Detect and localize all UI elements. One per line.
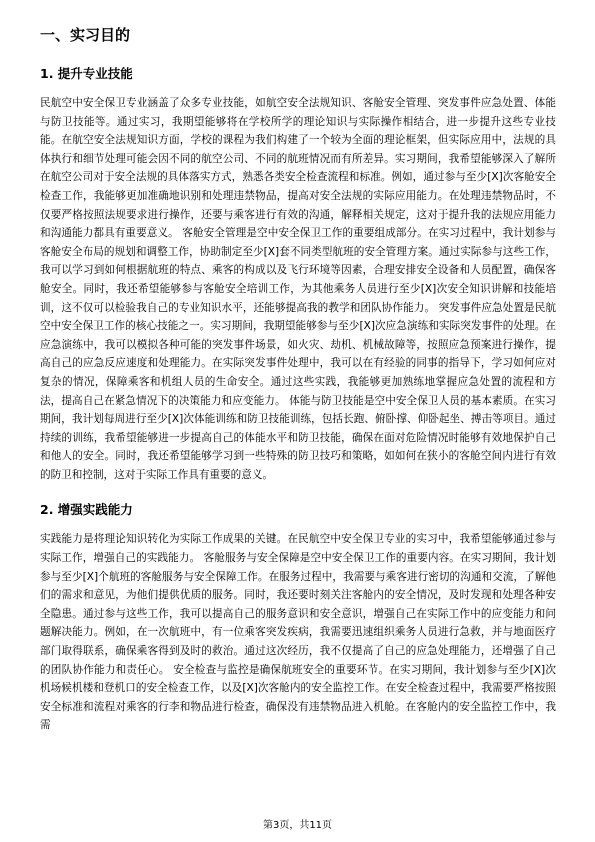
page-content <box>40 26 556 735</box>
page-footer: 第3页，共11页 <box>262 820 333 831</box>
paragraph-2: 实践能力是将理论知识转化为实际工作成果的关键。在民航空中安全保卫专业的实习中，我希望能够通过参与实际工作，增强自己的实践能力。 客舱服务与安全保障是空中安全保卫工作的重要内容。在实习期间，我计划参与至少[X]个航班的客舱服务与安全保障工作。在服务过程中，我需要与乘客进行密切的沟通和交流，了解他们的需求和意见，为他们提供优质的服务。同时，我还要时刻关注客舱内的安全情况，及时发现和处理各种安全隐患。通过参与这些工作，我可以提高自己的服务意识和安全意识，增强自己在实际工作中的应变能力和问题解决能力。例如，在一次航班中，有一位乘客突发疾病，我需要迅速组织乘务人员进行急救，并与地面医疗部门取得联系，确保乘客得到及时的救治。通过这次经历，我不仅提高了自己的应急处理能力，还增强了自己的团队协作能力和责任心。 安全检查与监控是确保航班安全的重要环节。在实习期间，我计划参与至少[X]次机场候机楼和登机口的安全检查工作，以及[X]次客舱内的安全监控工作。在安全检查过程中，我需要严格按照安全标准和流程对乘客的行李和物品进行检查，确保没有违禁物品进入机舱。在客舱内的安全监控工作中，我需 <box>40 533 556 732</box>
paragraph-1: 民航空中安全保卫专业涵盖了众多专业技能，如航空安全法规知识、客舱安全管理、突发事件应急处置、体能与防卫技能等。通过实习，我期望能够将在学校所学的理论知识与实际操作相结合，进一步提升这些专业技能。在航空安全法规知识方面，学校的课程为我们构建了一个较为全面的理论框架，但实际应用中，法规的具体执行和细节处理可能会因不同的航空公司、不同的航班情况而有所差异。实习期间，我希望能够深入了解所在航空公司对于安全法规的具体落实方式，熟悉各类安全检查流程和标准。例如，通过参与至少[X]次客舱安全检查工作，我能够更加准确地识别和处理违禁物品，提高对安全法规的实际应用能力。在处理违禁物品时，不仅要严格按照法规要求进行操作，还要与乘客进行有效的沟通，解释相关规定，这对于提升我的法规应用能力和沟通能力都具有重要意义。 客舱安全管理是空中安全保卫工作的重要组成部分。在实习过程中，我计划参与客舱安全布局的规划和调整工作，协助制定至少[X]套不同类型航班的安全管理方案。通过实际参与这些工作，我可以学习到如何根据航班的特点、乘客的构成以及飞行环境等因素，合理安排安全设备和人员配置，确保客舱安全。同时，我还希望能够参与客舱安全培训工作，为其他乘务人员进行至少[X]次安全知识讲解和技能培训，这不仅可以检验我自己的专业知识水平，还能够提高我的教学和团队协作能力。 突发事件应急处置是民航空中安全保卫工作的核心技能之一。实习期间，我期望能够参与至少[X]次应急演练和实际突发事件的处理。在应急演练中，我可以模拟各种可能的突发事件场景，如火灾、劫机、机械故障等，按照应急预案进行操作，提高自己的应急反应速度和处理能力。在实际突发事件处理中，我可以在有经验的同事的指导下，学习如何应对复杂的情况，保障乘客和机组人员的生命安全。通过这些实践，我能够更加熟练地掌握应急处置的流程和方法，提高自己在紧急情况下的决策能力和应变能力。 体能与防卫技能是空中安全保卫人员的基本素质。在实习期间，我计划每周进行至少[X]次体能训练和防卫技能训练，包括长跑、俯卧撑、仰卧起坐、搏击等项目。通过持续的训练，我希望能够进一步提高自己的体能水平和防卫技能，确保在面对危险情况时能够有效地保护自己和他人的安全。同时，我还希望能够学习到一些特殊的防卫技巧和策略，如如何在狭小的客舱空间内进行有效的防卫和控制，这对于实际工作具有重要的意义。 <box>40 97 556 481</box>
section-heading: 一、实习目的 <box>40 26 131 44</box>
subsection-heading-1: 1. 提升专业技能 <box>40 66 133 81</box>
subsection-heading-2: 2. 增强实践能力 <box>40 502 133 518</box>
